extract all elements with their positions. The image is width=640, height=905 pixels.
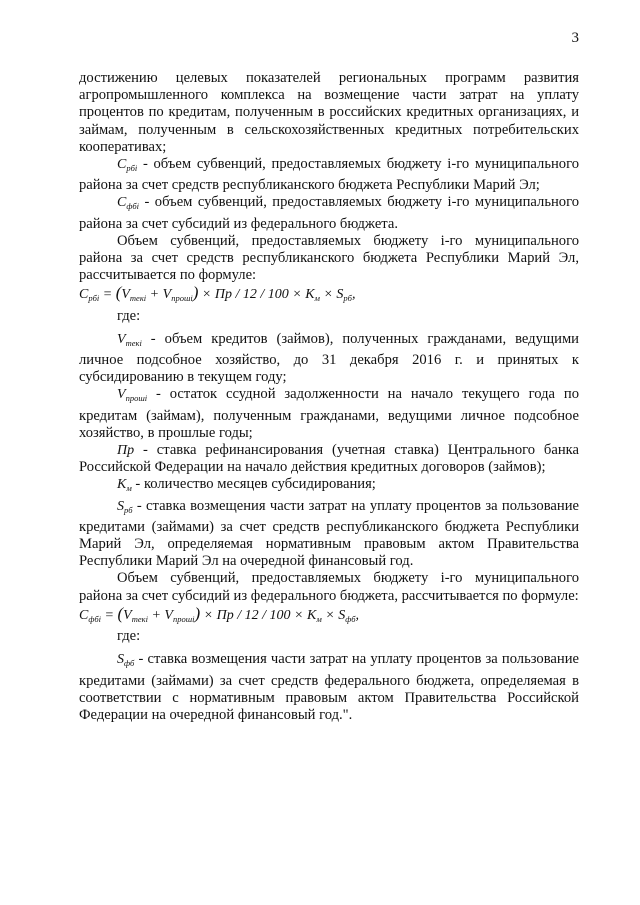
definition-pr: Пр - ставка рефинансирования (учетная ставка) Центрального банка Российской Федерации на начало действия кредитных договоров (займов); xyxy=(79,442,579,476)
symbol-s-rb: $S_{рб}$ xyxy=(117,498,133,515)
symbol-c-fb: $C_{фбi}$ xyxy=(117,195,140,212)
symbol-v-tek: $V_{текi}$ xyxy=(117,331,142,348)
definition-c-fb: $C_{фбi}$ - объем субвенций, предоставляемых бюджету i-го муниципального района за счет субсидий из федерального бюджета. xyxy=(79,194,579,232)
paragraph-formula1-intro: Объем субвенций, предоставляемых бюджету i-го муниципального района за счет средств республиканского бюджета Республики Марий Эл, рассчитывается по формуле: xyxy=(79,232,579,284)
where-label-1: где: xyxy=(117,307,141,324)
formula-c-rb: $C_{рбi} = (V_{текi} + V_{прошi})$ × Пр / $12 / 100 \times K_м \times S_{рб}$, xyxy=(79,283,356,304)
definition-s-rb: $S_{рб}$ - ставка возмещения части затрат на уплату процентов за пользование кредитами (займами) за счет средств республиканского бюджета Республики Марий Эл, определяемая нормативным правовым актом Правительства Республики Марий Эл на очередной финансовый год. xyxy=(79,497,579,570)
paragraph-goals: достижению целевых показателей региональных программ развития агропромышленного комплекса на возмещение части затрат на уплату процентов по кредитам, полученным в российских кредитных организациях, и займам, полученным в сельскохозяйственных кредитных потребительских кооперативах; xyxy=(79,70,579,155)
definition-s-fb: $S_{фб}$ - ставка возмещения части затрат на уплату процентов за пользование кредитами (займами) за счет средств федерального бюджета, определяемая в соответствии с нормативным правовым актом Правительства Российской Федерации на очередной финансовый год.". xyxy=(79,651,579,723)
page-number: 3 xyxy=(571,30,579,46)
definition-c-rb: $C_{рбi}$ - объем субвенций, предоставляемых бюджету i-го муниципального района за счет средств республиканского бюджета Республики Марий Эл; xyxy=(79,156,579,194)
symbol-s-fb: $S_{фб}$ xyxy=(117,652,135,669)
where-label-2: где: xyxy=(117,628,141,645)
definition-v-prosh: $V_{прошi}$ - остаток ссудной задолженности на начало текущего года по кредитам (займам), полученным гражданами, ведущими личное подсобное хозяйство, в прошлые годы; xyxy=(79,386,579,441)
definition-v-tek: $V_{текi}$ - объем кредитов (займов), полученных гражданами, ведущими личное подсобное хозяйство, до 31 декабря 2016 г. и принятых к субсидированию в текущем году; xyxy=(79,330,579,386)
paragraph-formula2-intro: Объем субвенций, предоставляемых бюджету i-го муниципального района за счет субсидий из федерального бюджета, рассчитывается по формуле: xyxy=(79,570,579,604)
formula-c-fb: $C_{фбi} = (V_{текi} + V_{прошi})$ × Пр / $12 / 100 \times K_м \times S_{фб}$, xyxy=(79,603,360,624)
symbol-c-rb: $C_{рбi}$ xyxy=(117,157,138,174)
symbol-pr: Пр xyxy=(117,443,135,459)
symbol-k-m: $K_м$ xyxy=(117,477,132,494)
document-body xyxy=(79,70,579,724)
symbol-v-prosh: $V_{прошi}$ xyxy=(117,387,148,404)
definition-k-m: $K_м$ - количество месяцев субсидирования; xyxy=(117,476,376,494)
